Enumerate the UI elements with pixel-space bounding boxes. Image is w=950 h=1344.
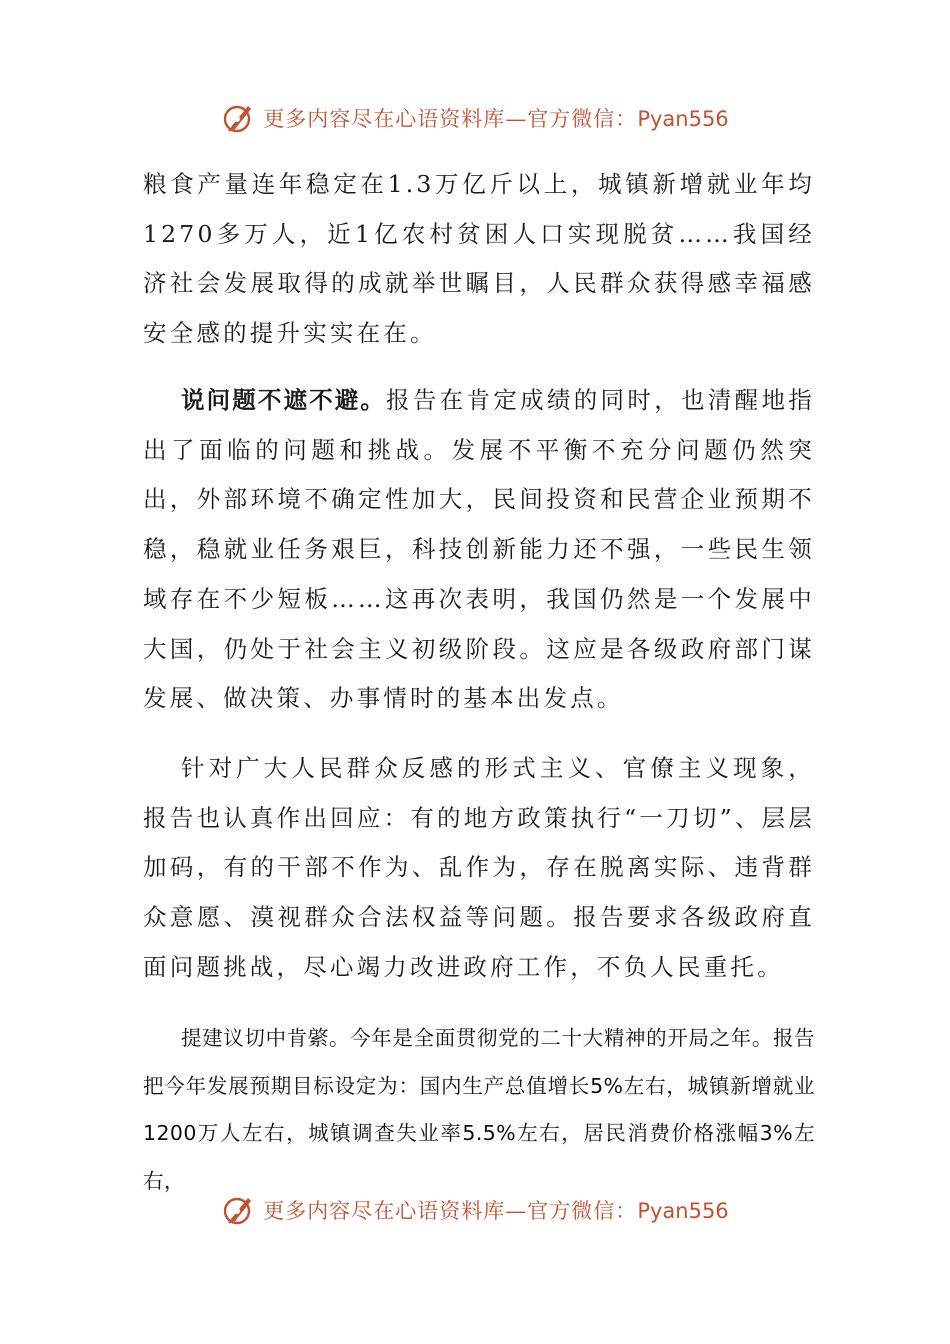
- watermark-header: [0, 98, 950, 138]
- paragraph-problems: [143, 376, 815, 724]
- pen-logo-icon: [221, 1192, 257, 1228]
- paragraph-suggestions: 提建议切中肯綮。今年是全面贯彻党的二十大精神的开局之年。报告把今年发展预期目标设定为：国内生产总值增长5%左右，城镇新增就业1200万人左右，城镇调查失业率5.5%左右，居民消费价格涨幅3%左右，: [143, 1026, 815, 1193]
- paragraph-achievements: 粮食产量连年稳定在1.3万亿斤以上，城镇新增就业年均1270多万人，近1亿农村贫困人口实现脱贫……我国经济社会发展取得的成就举世瞩目，人民群众获得感幸福感安全感的提升实实在在。: [143, 170, 815, 348]
- paragraph-lead-heading: 说问题不遮不避。: [181, 386, 386, 414]
- watermark-footer: [0, 1190, 950, 1230]
- paragraph-formalism: 针对广大人民群众反感的形式主义、官僚主义现象，报告也认真作出回应：有的地方政策执行“一刀切”、层层加码，有的干部不作为、乱作为，存在脱离实际、违背群众意愿、漠视群众合法权益等问题。报告要求各级政府直面问题挑战，尽心竭力改进政府工作，不负人民重托。: [143, 754, 815, 981]
- paragraph-problems-body: 报告在肯定成绩的同时，也清醒地指出了面临的问题和挑战。发展不平衡不充分问题仍然突出，外部环境不确定性加大，民间投资和民营企业预期不稳，稳就业任务艰巨，科技创新能力还不强，一些民生领域存在不少短板……这再次表明，我国仍然是一个发展中大国，仍处于社会主义初级阶段。这应是各级政府部门谋发展、做决策、办事情时的基本出发点。: [143, 386, 816, 713]
- watermark-wechat-id: Pyan556: [637, 1199, 729, 1223]
- watermark-text: 更多内容尽在心语资料库—官方微信：Pyan556: [263, 1199, 729, 1223]
- watermark-text: 更多内容尽在心语资料库—官方微信：Pyan556: [263, 107, 729, 131]
- watermark-wechat-id: Pyan556: [637, 107, 729, 131]
- pen-logo-icon: [221, 100, 257, 136]
